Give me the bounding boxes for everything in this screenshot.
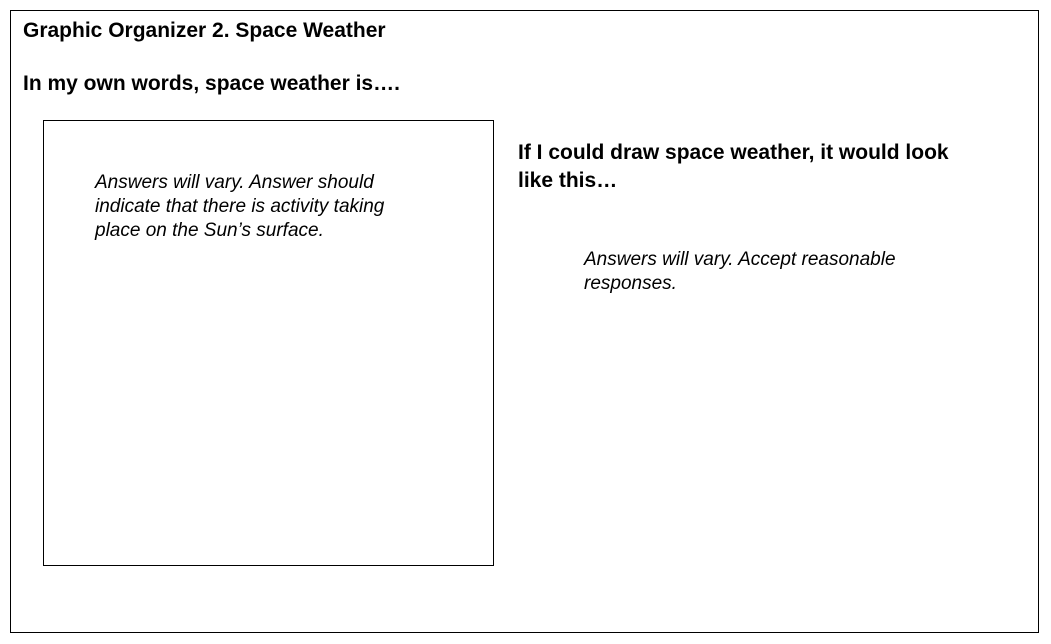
drawing-answer-text: Answers will vary. Accept reasonable responses. bbox=[584, 249, 896, 294]
drawing-prompt: If I could draw space weather, it would look like this… bbox=[518, 141, 949, 192]
organizer-title: Graphic Organizer 2. Space Weather bbox=[23, 19, 386, 42]
definition-prompt: In my own words, space weather is…. bbox=[23, 72, 400, 95]
definition-answer-text: Answers will vary. Answer should indicate that there is activity taking place on the Sun’s surface. bbox=[95, 172, 385, 241]
